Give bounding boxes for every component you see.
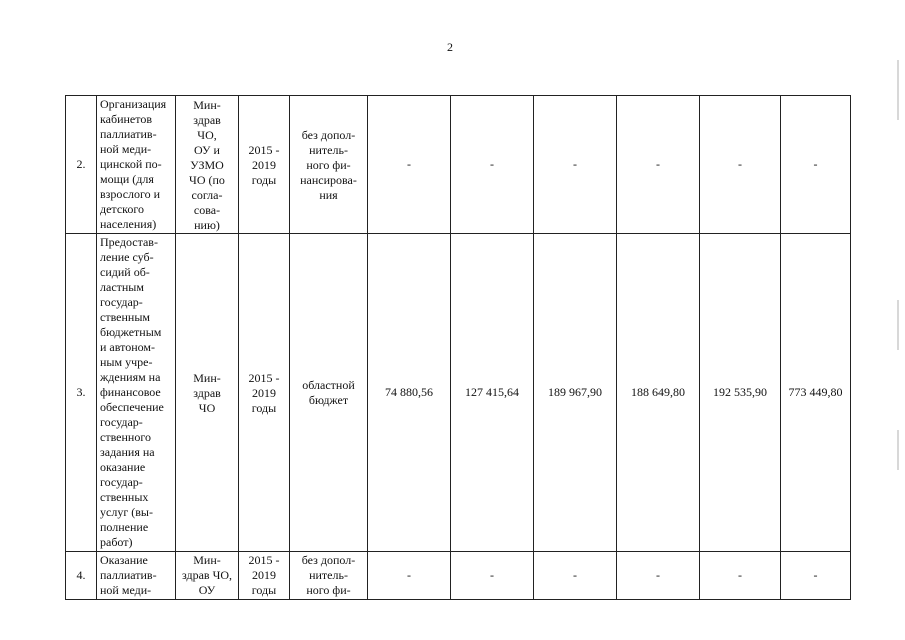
table-row	[66, 96, 851, 234]
scan-artifact	[897, 60, 899, 120]
executor: Мин- здрав ЧО, ОУ и УЗМО ЧО (по согла- сова- нию)	[176, 96, 239, 234]
executor: Мин- здрав ЧО, ОУ	[176, 552, 239, 600]
table-row	[66, 552, 851, 600]
value-cell: 74 880,56	[368, 234, 451, 552]
value-cell: 189 967,90	[534, 234, 617, 552]
row-number: 3.	[66, 234, 97, 552]
period: 2015 - 2019 годы	[239, 552, 290, 600]
funding-source: без допол- нитель- ного фи-	[290, 552, 368, 600]
value-cell: -	[534, 552, 617, 600]
value-cell: -	[368, 552, 451, 600]
value-cell: -	[451, 552, 534, 600]
value-cell: -	[781, 552, 851, 600]
funding-source: без допол- нитель- ного фи- нансирова- ния	[290, 96, 368, 234]
value-cell: -	[617, 96, 700, 234]
period: 2015 - 2019 годы	[239, 234, 290, 552]
measure-description: Организация кабинетов паллиатив- ной меди- цинской по- мощи (для взрослого и детского населения)	[97, 96, 176, 234]
value-cell: -	[617, 552, 700, 600]
row-number: 4.	[66, 552, 97, 600]
row-number: 2.	[66, 96, 97, 234]
value-cell: -	[700, 552, 781, 600]
value-cell: 188 649,80	[617, 234, 700, 552]
value-cell: -	[368, 96, 451, 234]
period: 2015 - 2019 годы	[239, 96, 290, 234]
value-cell: -	[451, 96, 534, 234]
scan-artifact	[897, 430, 899, 470]
value-cell: 192 535,90	[700, 234, 781, 552]
measure-description: Оказание паллиатив- ной меди-	[97, 552, 176, 600]
program-table	[65, 95, 851, 600]
table-row	[66, 234, 851, 552]
value-cell: 773 449,80	[781, 234, 851, 552]
value-cell: -	[781, 96, 851, 234]
value-cell: -	[534, 96, 617, 234]
scan-artifact	[897, 300, 899, 350]
value-cell: 127 415,64	[451, 234, 534, 552]
value-cell: -	[700, 96, 781, 234]
executor: Мин- здрав ЧО	[176, 234, 239, 552]
page-number: 2	[447, 40, 453, 54]
funding-source: областной бюджет	[290, 234, 368, 552]
measure-description: Предостав- ление суб- сидий об- ластным государ- ственным бюджетным и автоном- ным учре- ждениям на финансовое обеспечение государ- ственного задания на оказание государ- ственных услуг (вы- полнение работ)	[97, 234, 176, 552]
